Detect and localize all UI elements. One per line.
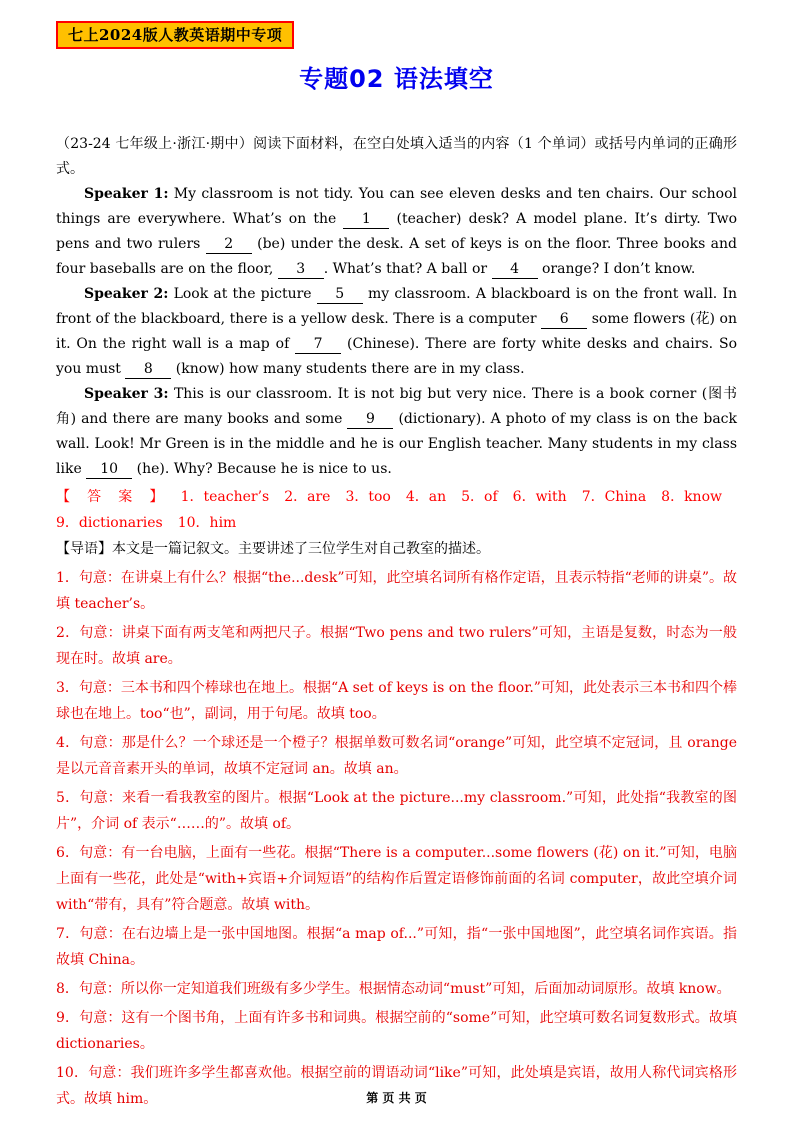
speaker-label: Speaker 3: [84, 386, 169, 402]
intro-paragraph: （23-24 七年级上·浙江·期中）阅读下面材料，在空白处填入适当的内容（1 个单词）或括号内单词的正确形式。 [56, 136, 737, 177]
explanation-9: 9．句意：这有一个图书角，上面有许多书和词典。根据空前的“some”可知，此空填可数名词复数形式。故填 dictionaries。 [56, 1010, 737, 1052]
speaker-label: Speaker 2: [84, 286, 169, 302]
answer-item-2: 2．are [284, 489, 331, 505]
answer-item-9: 9．dictionaries [56, 515, 163, 531]
explanation-6: 6．句意：有一台电脑，上面有一些花。根据“There is a computer...some flowers (花) on it.”可知，电脑上面有一些花，此处是“with+宾语+介词短语”的结构作后置定语修饰前面的名词 computer，故此空填介词 with“带有，具有”符合题意。故填 with。 [56, 845, 737, 913]
explanation-7: 7．句意：在右边墙上是一张中国地图。根据“a map of...”可知，指“一张中国地图”，此空填名词作宾语。指故填 China。 [56, 926, 737, 968]
blank-2: 2 [206, 236, 252, 254]
answer-item-3: 3．too [345, 489, 391, 505]
answer-item-1: 1．teacher’s [180, 489, 270, 505]
explanation-4: 4．句意：那是什么？一个球还是一个橙子？根据单数可数名词“orange”可知，此空填不定冠词，且 orange 是以元音音素开头的单词，故填不定冠词 an。故填 an。 [56, 735, 737, 777]
answer-item-10: 10．him [177, 515, 237, 531]
analysis-line [56, 536, 737, 562]
speaker-label: Speaker 1: [84, 186, 169, 202]
explanations [56, 565, 737, 1112]
blank-7: 7 [295, 336, 341, 354]
answers-label: 【答案】 [56, 489, 181, 505]
analysis-text: 本文是一篇记叙文。主要讲述了三位学生对自己教室的描述。 [112, 541, 490, 557]
explanation-8: 8．句意：所以你一定知道我们班级有多少学生。根据情态动词“must”可知，后面加动词原形。故填 know。 [56, 981, 731, 997]
explanation-1: 1．句意：在讲桌上有什么？根据“the...desk”可知，此空填名词所有格作定语，且表示特指“老师的讲桌”。故填 teacher’s。 [56, 570, 737, 612]
header-badge-text: 七上2024版人教英语期中专项 [68, 26, 283, 44]
answer-item-4: 4．an [405, 489, 447, 505]
blank-3: 3 [278, 261, 324, 279]
answer-item-5: 5．of [461, 489, 498, 505]
blank-9: 9 [347, 411, 393, 429]
answer-item-8: 8．know [661, 489, 722, 505]
blank-6: 6 [541, 311, 587, 329]
explanation-3: 3．句意：三本书和四个棒球也在地上。根据“A set of keys is on the floor.”可知，此处表示三本书和四个棒球也在地上。too“也”，副词，用于句尾。故填 too。 [56, 680, 737, 722]
explanation-10: 10．句意：我们班许多学生都喜欢他。根据空前的谓语动词“like”可知，此处填是宾语，故用人称代词宾格形式。故填 him。 [56, 1065, 737, 1107]
passage [56, 182, 737, 482]
explanation-2: 2．句意：讲桌下面有两支笔和两把尺子。根据“Two pens and two rulers”可知，主语是复数，时态为一般现在时。故填 are。 [56, 625, 737, 667]
speaker-paragraph: Speaker 3: This is our classroom. It is not big but very nice. There is a book corner (图书角) and there are many books and some 9 (dictionary). A photo of my class is on the back wall. Look! Mr Green is in the middle and he is our English teacher. Many students in my class like 10 (he). Why? Because he is nice to us. [56, 386, 737, 477]
answer-item-7: 7．China [581, 489, 647, 505]
blank-10: 10 [86, 461, 132, 479]
analysis-label: 【导语】 [56, 541, 112, 557]
speaker-paragraph: Speaker 2: Look at the picture 5 my classroom. A blackboard is on the front wall. In front of the blackboard, there is a yellow desk. There is a computer 6 some flowers (花) on it. On the right wall is a map of 7 (Chinese). There are forty white desks and chairs. So you must 8 (know) how many students there are in my class. [56, 286, 738, 377]
blank-1: 1 [343, 211, 389, 229]
page-title: 专题02 语法填空 [299, 65, 494, 93]
explanation-5: 5．句意：来看一看我教室的图片。根据“Look at the picture...my classroom.”可知，此处指“我教室的图片”，介词 of 表示“……的”。故填 of。 [56, 790, 737, 832]
speaker-paragraph: Speaker 1: My classroom is not tidy. You can see eleven desks and ten chairs. Our school things are everywhere. What’s on the 1 (teacher) desk? A model plane. It’s dirty. Two pens and two rulers 2 (be) under the desk. A set of keys is on the floor. Three books and four baseballs are on the floor, 3 . What’s that? A ball or 4 orange? I don’t know. [56, 186, 737, 277]
page-footer: 第 页 共 页 [366, 1091, 427, 1105]
answer-item-6: 6．with [512, 489, 567, 505]
answers-line [56, 484, 737, 536]
blank-5: 5 [317, 286, 363, 304]
blank-8: 8 [125, 361, 171, 379]
header-badge [56, 21, 294, 49]
blank-4: 4 [492, 261, 538, 279]
